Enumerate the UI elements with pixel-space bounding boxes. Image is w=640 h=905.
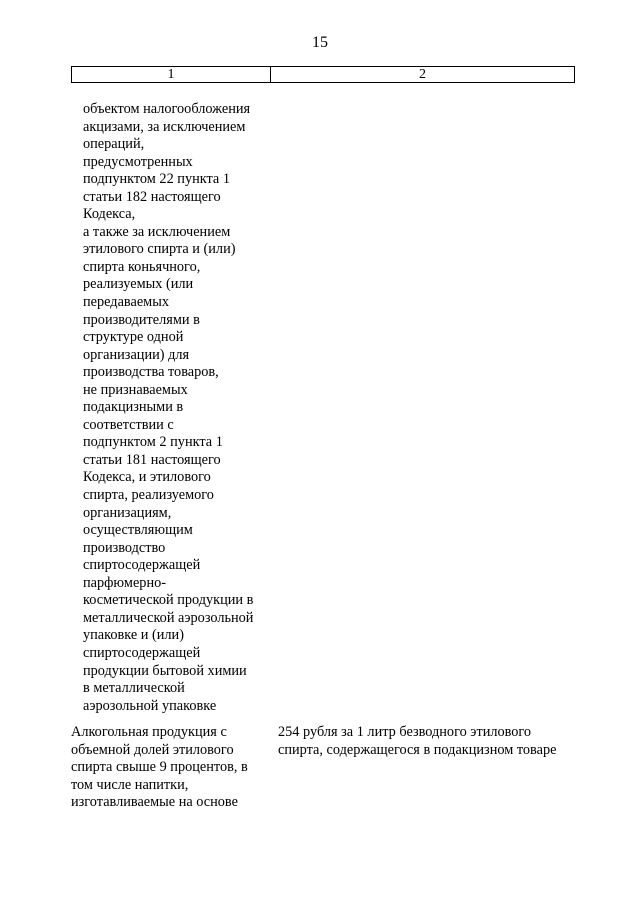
- text-line: реализуемых (или: [83, 276, 194, 293]
- text-line: передаваемых: [83, 294, 169, 311]
- text-line: изготавливаемые на основе: [71, 794, 238, 811]
- text-line: металлической аэрозольной: [83, 609, 254, 626]
- row2-col1-text: [71, 724, 248, 812]
- row1-col1-text: [83, 101, 253, 715]
- text-line: этилового спирта и (или): [83, 241, 236, 258]
- text-line: спирта, реализуемого: [83, 487, 214, 504]
- text-line: аэрозольной упаковке: [83, 697, 217, 714]
- text-line: соответствии с: [83, 416, 174, 433]
- text-line: организации) для: [83, 346, 190, 363]
- text-line: статьи 181 настоящего: [83, 451, 221, 468]
- text-line: акцизами, за исключением: [83, 118, 246, 135]
- text-line: предусмотренных: [83, 153, 193, 170]
- text-line: операций,: [83, 136, 145, 153]
- text-line: парфюмерно-: [83, 574, 167, 591]
- table-header-col2: 2: [419, 67, 426, 82]
- text-line: осуществляющим: [83, 522, 193, 539]
- text-line: подакцизными в: [83, 399, 184, 416]
- text-line: продукции бытовой химии: [83, 662, 247, 679]
- text-line: косметической продукции в: [83, 592, 254, 609]
- text-line: 254 рубля за 1 литр безводного этилового: [278, 724, 532, 740]
- text-line: производство: [83, 539, 166, 556]
- text-line: структуре одной: [83, 329, 184, 346]
- table-header-row: [71, 66, 575, 83]
- text-line: объектом налогообложения: [83, 101, 251, 117]
- text-line: не признаваемых: [83, 381, 188, 398]
- text-line: спиртосодержащей: [83, 644, 201, 661]
- text-line: спирта коньячного,: [83, 258, 201, 275]
- text-line: Кодекса,: [83, 206, 136, 223]
- text-line: спиртосодержащей: [83, 557, 201, 574]
- page-number: 15: [312, 34, 328, 51]
- text-line: а также за исключением: [83, 223, 231, 240]
- text-line: спирта свыше 9 процентов, в: [71, 759, 248, 776]
- text-line: том числе напитки,: [71, 776, 189, 793]
- text-line: производства товаров,: [83, 364, 219, 381]
- text-line: статьи 182 настоящего: [83, 188, 221, 205]
- text-line: подпунктом 2 пункта 1: [83, 434, 223, 451]
- text-line: Алкогольная продукция с: [71, 724, 227, 740]
- text-line: упаковке и (или): [83, 627, 184, 644]
- table-header-col1: 1: [72, 67, 271, 82]
- text-line: в металлической: [83, 680, 185, 697]
- text-line: спирта, содержащегося в подакцизном товаре: [278, 741, 557, 758]
- text-line: подпунктом 22 пункта 1: [83, 171, 230, 188]
- text-line: организациям,: [83, 504, 172, 521]
- text-line: производителями в: [83, 311, 200, 328]
- text-line: Кодекса, и этилового: [83, 469, 211, 486]
- row2-col2-text: [278, 724, 556, 759]
- text-line: объемной долей этилового: [71, 741, 234, 758]
